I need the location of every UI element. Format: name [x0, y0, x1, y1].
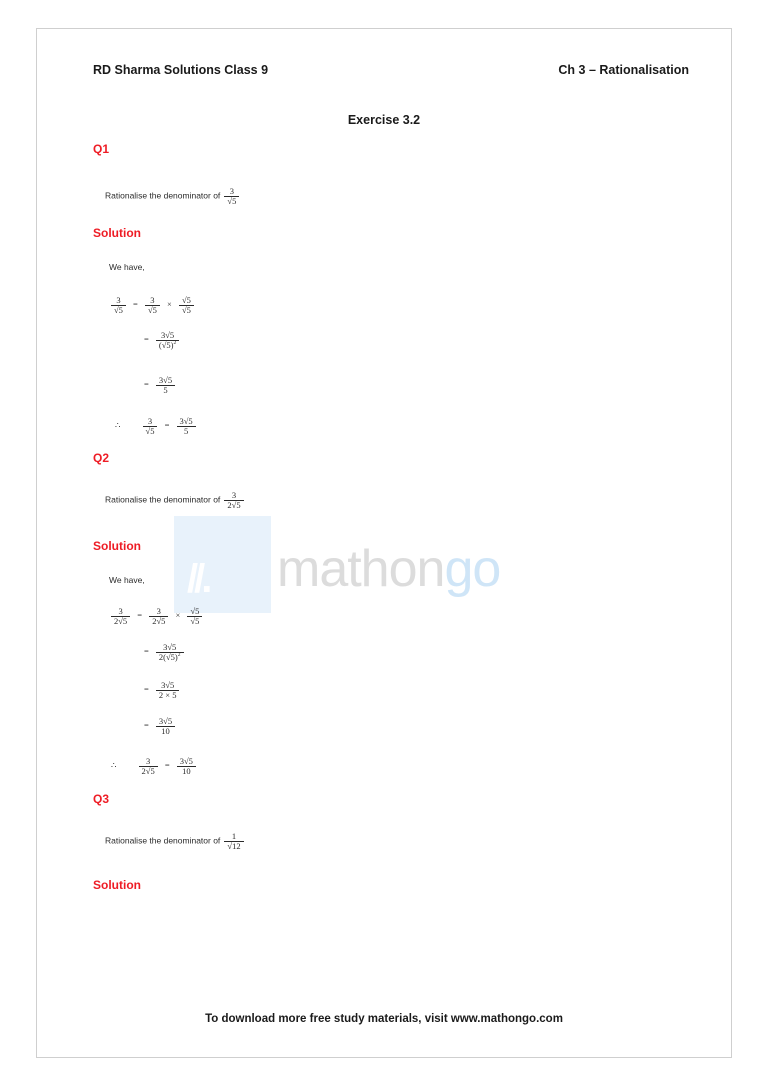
prompt-fraction-q2: [224, 491, 243, 510]
page-footer: To download more free study materials, visit www.mathongo.com: [205, 1013, 563, 1025]
watermark-brand-accent: go: [444, 540, 501, 598]
solution-intro-text-q1: We have,: [109, 262, 145, 272]
solution-step-q2-1: $\frac{3}{2√5}$ = $\frac{3}{2√5}$ × $\frac{√5}{√5}$: [109, 607, 204, 626]
solution-label-q1: Solution: [93, 226, 141, 240]
watermark-brand-main: mathon: [277, 540, 445, 598]
prompt-fraction-numerator-q3: 1: [224, 832, 243, 842]
solution-step-q1-3: = $\frac{3√5}{5}$: [141, 376, 177, 395]
question-label-q3: Q3: [93, 792, 110, 806]
solution-label-q3: Solution: [93, 878, 141, 892]
solution-step-q1-2: = $\frac{3√5}{(√5)^2}$: [141, 331, 181, 350]
prompt-text-q1: Rationalise the denominator of: [105, 190, 221, 201]
header-right-title: Ch 3 – Rationalisation: [558, 63, 689, 77]
solution-step-q2-3: = $\frac{3√5}{2 \times 5}$: [141, 681, 181, 700]
solution-intro-text-q2: We have,: [109, 575, 145, 585]
solution-step-q1-4: ∴ $\frac{3}{√5}$ = $\frac{3√5}{5}$: [115, 417, 198, 436]
exercise-title: Exercise 3.2: [347, 113, 421, 127]
prompt-fraction-numerator-q2: 3: [224, 491, 243, 501]
prompt-fraction-q3: [224, 832, 243, 851]
question-label-q2: Q2: [93, 451, 110, 465]
watermark-brand: [277, 539, 500, 599]
solution-intro-q1: [109, 262, 145, 273]
prompt-fraction-denominator-q1: √5: [227, 195, 237, 206]
prompt-text-q2: Rationalise the denominator of: [105, 494, 221, 505]
solution-intro-q2: [109, 575, 145, 586]
solution-step-q2-4: = $\frac{3√5}{10}$: [141, 717, 177, 736]
page-header: [93, 63, 689, 77]
prompt-fraction-denominator-q3: √12: [227, 840, 241, 851]
header-left-title: RD Sharma Solutions Class 9: [93, 63, 269, 77]
prompt-text-q3: Rationalise the denominator of: [105, 835, 221, 846]
solution-step-q2-2: = $\frac{3√5}{2(√5)^2}$: [141, 643, 186, 662]
solution-step-q2-5: ∴ $\frac{3}{2√5}$ = $\frac{3√5}{10}$: [111, 757, 198, 776]
prompt-fraction-denominator-q2: 2√5: [227, 499, 241, 510]
prompt-fraction-numerator-q1: 3: [224, 187, 239, 197]
question-prompt-q3: [105, 832, 246, 851]
question-prompt-q2: [105, 491, 246, 510]
solution-step-q1-1: $\frac{3}{√5}$ = $\frac{3}{√5}$ × $\frac{√5}{√5}$: [109, 296, 196, 315]
prompt-fraction-q1: [224, 187, 239, 206]
question-prompt-q1: [105, 187, 241, 206]
watermark-mark-icon: //.: [187, 557, 209, 601]
solution-label-q2: Solution: [93, 539, 141, 553]
document-page: [36, 28, 732, 1058]
question-label-q1: Q1: [93, 142, 110, 156]
